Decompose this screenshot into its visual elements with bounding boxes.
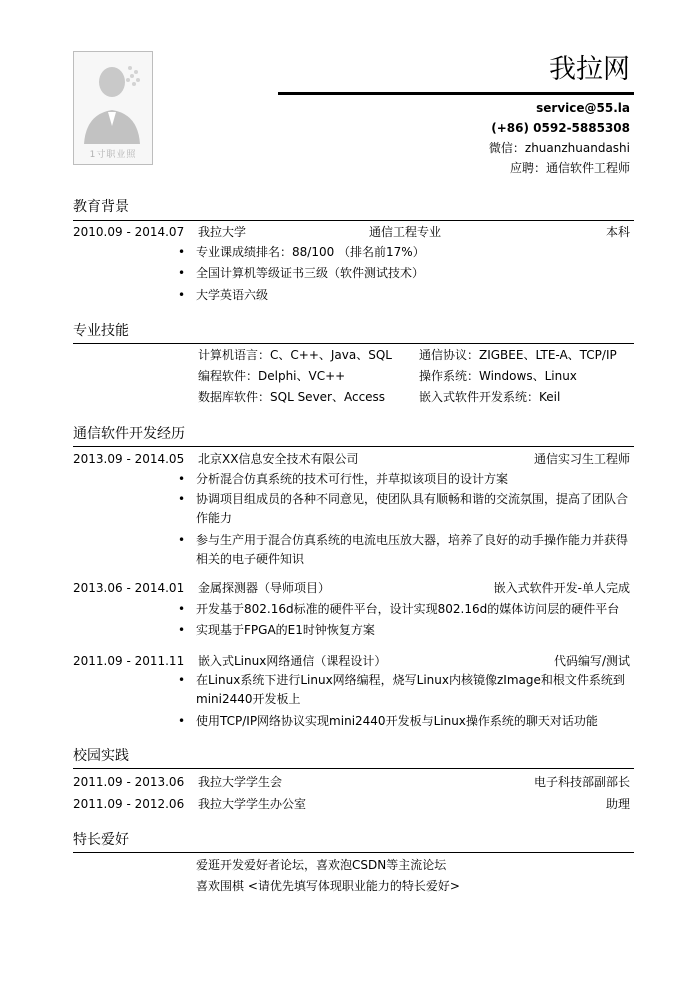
major: 通信工程专业 — [369, 225, 442, 239]
experience-row — [73, 451, 630, 467]
skill-item: 数据库软件：SQL Sever、Access — [198, 390, 386, 404]
skill-item: 通信协议：ZIGBEE、LTE-A、TCP/IP — [419, 348, 617, 362]
section-title-education: 教育背景 — [73, 199, 129, 215]
list-item: • 协调项目组成员的各种不同意见，使团队具有顺畅和谐的交流氛围，提高了团队合作能力 — [178, 492, 629, 525]
role: 代码编写/测试 — [553, 654, 630, 668]
section-title-campus: 校园实践 — [73, 748, 129, 764]
section-divider — [73, 446, 634, 447]
organization: 我拉大学学生办公室 — [198, 797, 307, 811]
skill-item: 操作系统：Windows、Linux — [419, 369, 577, 383]
section-divider — [73, 852, 634, 853]
section-title-skills: 专业技能 — [73, 323, 129, 339]
organization: 金属探测器（导师项目） — [198, 581, 331, 595]
photo-caption: 1寸职业照 — [89, 150, 137, 160]
section-divider — [73, 343, 634, 344]
organization: 嵌入式Linux网络通信（课程设计） — [198, 654, 387, 668]
phone: (+86) 0592-5885308 — [491, 121, 630, 135]
role: 嵌入式软件开发-单人完成 — [493, 581, 630, 595]
date-range: 2013.09 - 2014.05 — [73, 452, 185, 466]
skill-item: 计算机语言：C、C++、Java、SQL — [198, 348, 392, 362]
list-item: • 开发基于802.16d标准的硬件平台，设计实现802.16d的媒体访问层的硬件平台 — [178, 602, 620, 616]
skill-item: 嵌入式软件开发系统：Keil — [419, 390, 561, 404]
name-divider — [278, 92, 634, 95]
profile-photo — [73, 51, 153, 165]
role: 电子科技部副部长 — [533, 775, 630, 789]
experience-row — [73, 653, 630, 669]
position-applied: 应聘：通信软件工程师 — [509, 161, 630, 175]
experience-row — [73, 580, 630, 596]
list-item: • 大学英语六级 — [178, 288, 269, 302]
date-range: 2013.06 - 2014.01 — [73, 581, 185, 595]
hobby-line: 喜欢围棋 <请优先填写体现职业能力的特长爱好> — [196, 879, 460, 893]
organization: 北京XX信息安全技术有限公司 — [198, 452, 359, 466]
wechat: 微信：zhuanzhuandashi — [488, 141, 630, 155]
campus-row — [73, 796, 630, 812]
section-title-hobbies: 特长爱好 — [73, 832, 129, 848]
date-range: 2011.09 - 2013.06 — [73, 775, 185, 789]
degree: 本科 — [605, 225, 630, 239]
list-item: • 使用TCP/IP网络协议实现mini2440开发板与Linux操作系统的聊天对话功能 — [178, 714, 598, 728]
list-item: • 在Linux系统下进行Linux网络编程，烧写Linux内核镜像zImage和根文件系统到mini2440开发板上 — [178, 673, 625, 706]
list-item: • 实现基于FPGA的E1时钟恢复方案 — [178, 623, 375, 637]
list-item: • 全国计算机等级证书三级（软件测试技术） — [178, 266, 425, 280]
campus-row — [73, 774, 630, 790]
skill-item: 编程软件：Delphi、VC++ — [198, 369, 346, 383]
list-item: • 参与生产用于混合仿真系统的电流电压放大器，培养了良好的动手操作能力并获得相关的电子硬件知识 — [178, 533, 629, 566]
section-divider — [73, 220, 634, 221]
hobby-line: 爱逛开发爱好者论坛，喜欢泡CSDN等主流论坛 — [196, 858, 447, 872]
role: 助理 — [605, 797, 630, 811]
date-range: 2011.09 - 2011.11 — [73, 654, 185, 668]
list-item: • 分析混合仿真系统的技术可行性，并草拟该项目的设计方案 — [178, 472, 509, 486]
organization: 我拉大学学生会 — [198, 775, 283, 789]
education-row — [73, 224, 630, 240]
section-divider — [73, 768, 634, 769]
list-item: • 专业课成绩排名：88/100 （排名前17%） — [178, 245, 425, 259]
role: 通信实习生工程师 — [533, 452, 630, 466]
school: 我拉大学 — [198, 225, 247, 239]
date-range: 2011.09 - 2012.06 — [73, 797, 185, 811]
date-range: 2010.09 - 2014.07 — [73, 225, 185, 239]
section-title-experience: 通信软件开发经历 — [73, 426, 185, 442]
candidate-name: 我拉网 — [549, 54, 630, 85]
email: service@55.la — [536, 101, 630, 115]
